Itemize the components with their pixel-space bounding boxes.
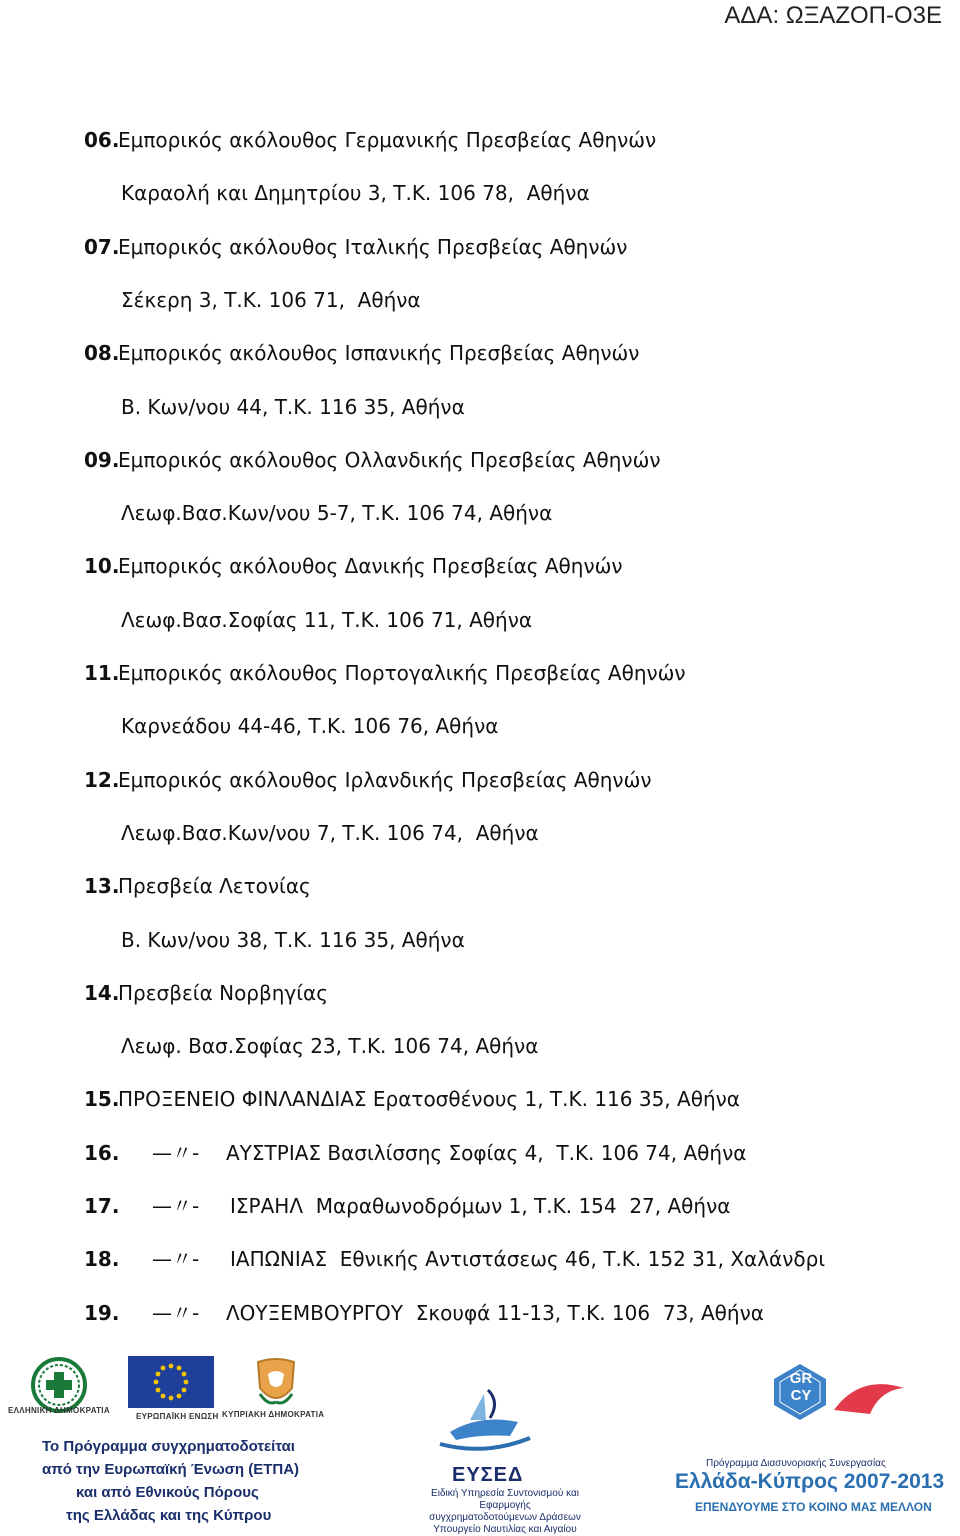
program-small-label: Πρόγραμμα Διασυνοριακής Συνεργασίας	[706, 1458, 886, 1469]
entry-address: Λεωφ. Βασ.Σοφίας 23, Τ.Κ. 106 74, Αθήνα	[121, 1034, 539, 1059]
grcy-logo-text: GR CY	[789, 1370, 813, 1404]
entry-text: ΠΡΟΞΕΝΕΙΟ ΦΙΝΛΑΝΔΙΑΣ Ερατοσθένους 1, Τ.Κ. 116 35, Αθήνα	[118, 1087, 740, 1112]
entry-number: 07.	[84, 234, 120, 259]
eysed-line-1: Ειδική Υπηρεσία Συντονισμού και Εφαρμογής	[431, 1488, 579, 1511]
eysed-line-3: Υπουργείο Ναυτιλίας και Αιγαίου	[433, 1524, 577, 1535]
eysed-title: ΕΥΣΕΔ	[452, 1464, 524, 1486]
eysed-line-2: συγχρηματοδοτούμενων Δράσεων	[429, 1512, 581, 1523]
entry-number: 16.	[84, 1140, 120, 1165]
entry-title: Πρεσβεία Λετονίας	[118, 874, 311, 899]
entry-address: Καραολή και Δημητρίου 3, Τ.Κ. 106 78, Αθήνα	[121, 181, 590, 206]
program-line-2: από την Ευρωπαϊκή Ένωση (ΕΤΠΑ)	[42, 1461, 300, 1478]
entry-number: 13.	[84, 874, 120, 899]
entry-number: 12.	[84, 767, 120, 792]
logo-label-greece: ΕΛΛΗΝΙΚΗ ΔΗΜΟΚΡΑΤΙΑ	[8, 1406, 110, 1415]
entry-address: Λεωφ.Βασ.Σοφίας 11, Τ.Κ. 106 71, Αθήνα	[121, 607, 533, 632]
program-line-1: Το Πρόγραμμα συγχρηματοδοτείται	[42, 1438, 295, 1455]
entry-address: Καρνεάδου 44-46, Τ.Κ. 106 76, Αθήνα	[121, 714, 499, 739]
entry-title: Πρεσβεία Νορβηγίας	[118, 980, 328, 1005]
program-name: Ελλάδα-Κύπρος 2007-2013	[675, 1470, 945, 1493]
program-funding-text	[42, 1435, 299, 1527]
entry-number: 11.	[84, 661, 120, 685]
entry-text: ΙΑΠΩΝΙΑΣ Εθνικής Αντιστάσεως 46, Τ.Κ. 152 31, Χαλάνδρι	[230, 1247, 826, 1272]
footer-logos	[0, 1340, 960, 1535]
entry-number: 10.	[84, 554, 120, 579]
ada-code: ΑΔΑ: ΩΞΑΖΟΠ-Ο3Ε	[724, 2, 942, 29]
entry-title: Εμπορικός ακόλουθος Πορτογαλικής Πρεσβείας Αθηνών	[118, 661, 686, 685]
eu-flag-logo	[128, 1356, 214, 1408]
entry-number: 06.	[84, 128, 120, 152]
entry-number: 17.	[84, 1194, 120, 1218]
entry-number: 15.	[84, 1087, 120, 1112]
cyprus-republic-logo	[248, 1354, 304, 1412]
entry-address: Β. Κων/νου 38, Τ.Κ. 116 35, Αθήνα	[121, 927, 465, 952]
ditto-mark: —〃-	[152, 1194, 200, 1218]
entry-text: ΑΥΣΤΡΙΑΣ Βασιλίσσης Σοφίας 4, Τ.Κ. 106 74, Αθήνα	[226, 1140, 747, 1165]
entry-title: Εμπορικός ακόλουθος Ιρλανδικής Πρεσβείας Αθηνών	[118, 767, 652, 792]
entry-text: ΙΣΡΑΗΛ Μαραθωνοδρόμων 1, Τ.Κ. 154 27, Αθήνα	[230, 1194, 731, 1218]
ditto-mark: —〃-	[152, 1247, 200, 1272]
entry-address: Σέκερη 3, Τ.Κ. 106 71, Αθήνα	[121, 287, 421, 312]
entry-number: 08.	[84, 341, 120, 366]
entry-address: Λεωφ.Βασ.Κων/νου 5-7, Τ.Κ. 106 74, Αθήνα	[121, 501, 553, 526]
entry-text: ΛΟΥΞΕΜΒΟΥΡΓΟΥ Σκουφά 11-13, Τ.Κ. 106 73, Αθήνα	[226, 1300, 764, 1325]
entry-title: Εμπορικός ακόλουθος Ισπανικής Πρεσβείας Αθηνών	[118, 341, 640, 366]
entry-address: Λεωφ.Βασ.Κων/νου 7, Τ.Κ. 106 74, Αθήνα	[121, 820, 539, 845]
eysed-ship-logo	[430, 1384, 540, 1464]
dolphin-shape	[830, 1370, 910, 1420]
logo-label-eu: ΕΥΡΩΠΑΪΚΗ ΕΝΩΣΗ	[136, 1412, 219, 1421]
logo-label-cyprus: ΚΥΠΡΙΑΚΗ ΔΗΜΟΚΡΑΤΙΑ	[222, 1410, 325, 1419]
entry-title: Εμπορικός ακόλουθος Ιταλικής Πρεσβείας Αθηνών	[118, 234, 628, 259]
eysed-description	[405, 1488, 605, 1536]
program-slogan: ΕΠΕΝΔΥΟΥΜΕ ΣΤΟ ΚΟΙΝΟ ΜΑΣ ΜΕΛΛΟΝ	[695, 1500, 932, 1514]
program-line-3: και από Εθνικούς Πόρους	[76, 1484, 259, 1501]
entry-number: 14.	[84, 980, 120, 1005]
entry-title: Εμπορικός ακόλουθος Γερμανικής Πρεσβείας Αθηνών	[118, 128, 657, 152]
entry-number: 09.	[84, 447, 120, 472]
entry-address: Β. Κων/νου 44, Τ.Κ. 116 35, Αθήνα	[121, 394, 465, 419]
entry-number: 18.	[84, 1247, 120, 1272]
entry-title: Εμπορικός ακόλουθος Δανικής Πρεσβείας Αθηνών	[118, 554, 623, 579]
entry-number: 19.	[84, 1300, 120, 1325]
ditto-mark: —〃-	[152, 1140, 200, 1165]
program-line-4: της Ελλάδας και της Κύπρου	[66, 1507, 272, 1524]
ditto-mark: —〃-	[152, 1300, 200, 1325]
entry-title: Εμπορικός ακόλουθος Ολλανδικής Πρεσβείας Αθηνών	[118, 447, 661, 472]
